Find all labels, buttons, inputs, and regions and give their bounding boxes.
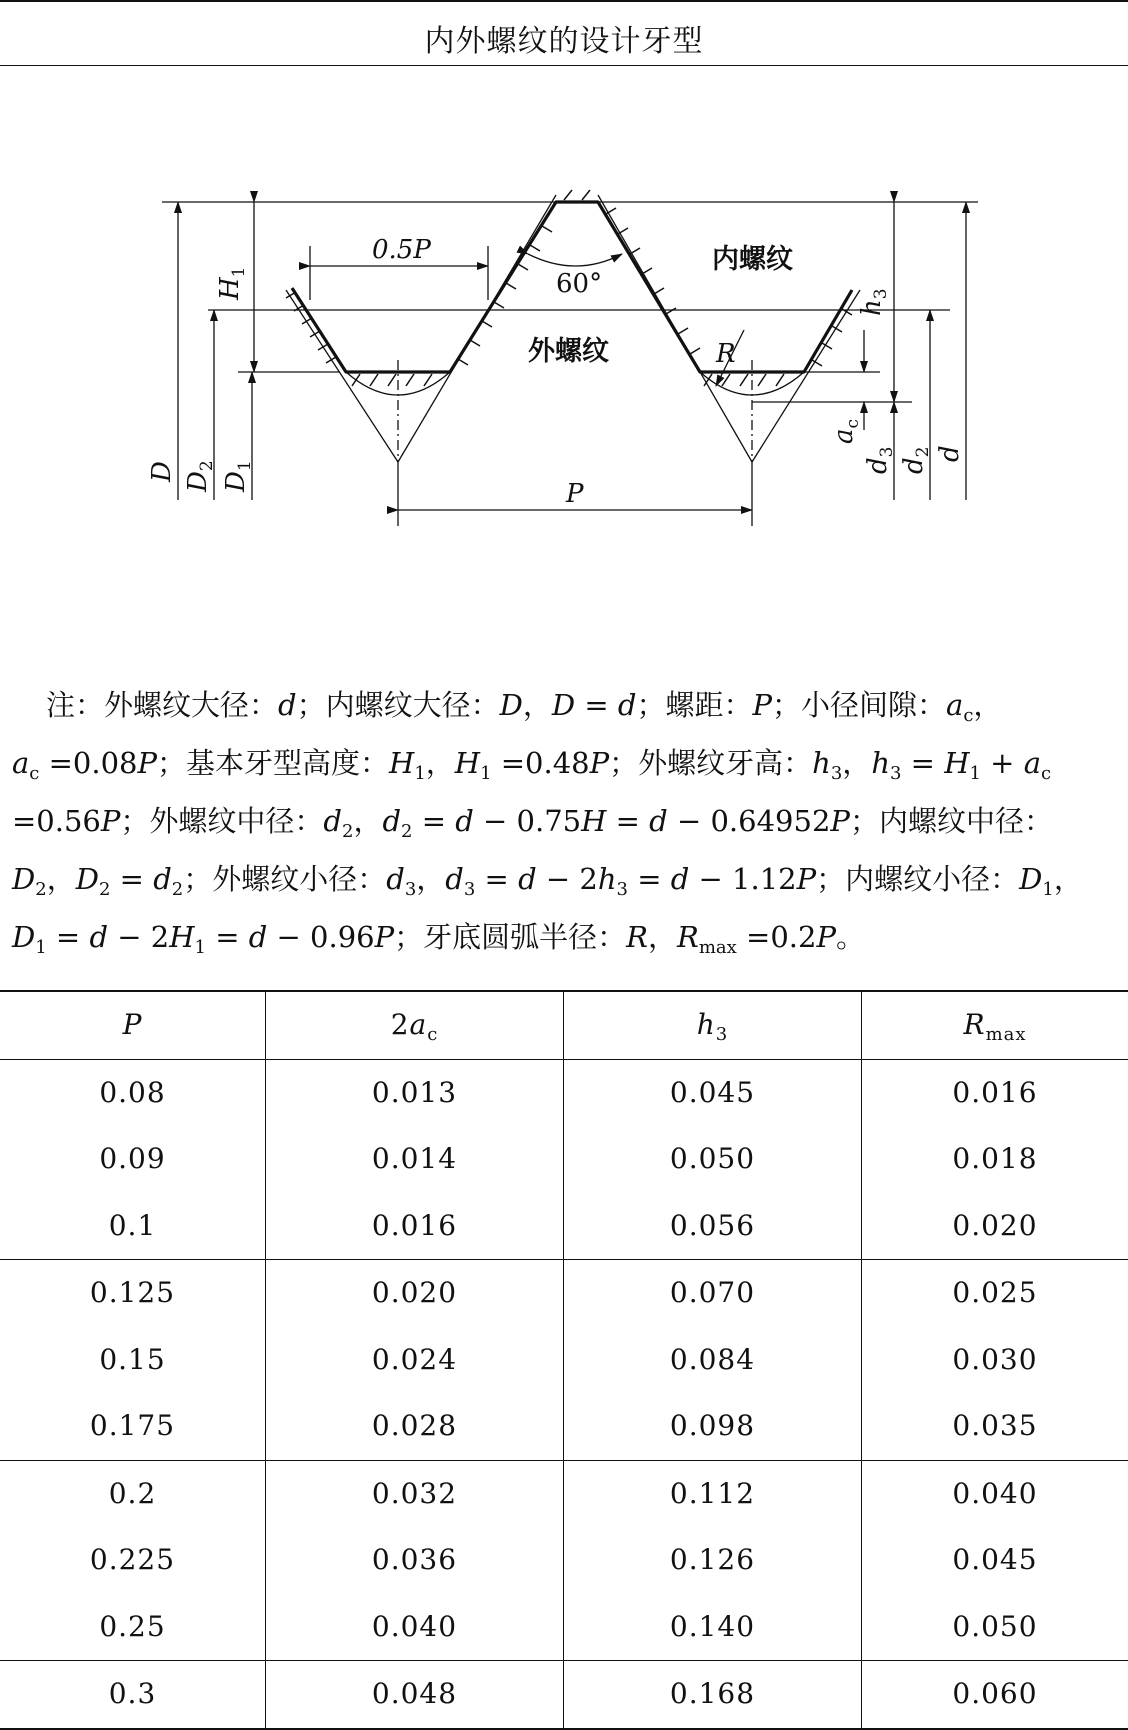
d-label: d <box>935 445 965 462</box>
table-cell: 0.018 <box>861 1126 1128 1193</box>
header-cell-2ac: $2a_c$ <box>265 992 563 1059</box>
note-line: =0.56P；外螺纹中径：$d_2$，$d_2 = d - 0.75H = d - 0.64952P$；内螺纹中径： <box>12 804 1053 842</box>
table-cell: 0.025 <box>861 1260 1128 1327</box>
table-cell: 0.09 <box>99 1142 166 1175</box>
table-row <box>0 1126 1128 1193</box>
table-cell: 0.070 <box>563 1260 861 1327</box>
note-line: $D_2$，$D_2 = d_2$；外螺纹小径：$d_3$，$d_3 = d - 2h_3 = d - 1.12P$；内螺纹小径：$D_1$， <box>12 862 1083 900</box>
table-cell: 0.2 <box>108 1476 157 1510</box>
table-row <box>0 1060 1128 1127</box>
angle-label: 60° <box>556 269 603 299</box>
table-cell: 0.030 <box>861 1327 1128 1394</box>
table-cell: 0.020 <box>861 1193 1128 1260</box>
table-cell: 0.016 <box>861 1060 1128 1127</box>
header-cell-h3: $h_3$ <box>563 992 861 1059</box>
table-cell: 0.126 <box>563 1527 861 1594</box>
table-cell: 0.08 <box>99 1075 166 1109</box>
table-cell: 0.028 <box>265 1393 563 1460</box>
table-cell: 0.016 <box>265 1193 563 1260</box>
d2-label: $d_2$ <box>899 446 933 474</box>
table-cell: 0.045 <box>861 1527 1128 1594</box>
table-cell: 0.084 <box>563 1327 861 1394</box>
table-cell: 0.125 <box>89 1276 176 1309</box>
H1-label: $H_1$ <box>215 266 249 300</box>
table-cell: 0.032 <box>265 1461 563 1528</box>
header-cell-Rmax: $R_{max}$ <box>861 992 1128 1059</box>
table-cell: 0.050 <box>861 1594 1128 1661</box>
table-body <box>0 1060 1128 1728</box>
table-cell: 0.1 <box>108 1208 157 1242</box>
D1-label: $D_1$ <box>221 460 255 492</box>
table-cell: 0.014 <box>265 1126 563 1193</box>
h3-label: $h_3$ <box>857 288 891 316</box>
D2-label: $D_2$ <box>183 460 217 492</box>
table-row <box>0 1661 1128 1728</box>
page-title: 内外螺纹的设计牙型 <box>424 24 704 59</box>
angle-arc <box>528 254 622 266</box>
ac-label: $a_c$ <box>829 418 863 444</box>
internal-thread-label: 内螺纹 <box>712 244 793 275</box>
thread-profile-diagram <box>0 70 1128 570</box>
table-cell: 0.25 <box>99 1609 166 1643</box>
table-cell: 0.024 <box>265 1327 563 1394</box>
table-cell: 0.060 <box>861 1661 1128 1728</box>
table-cell: 0.112 <box>563 1461 861 1528</box>
table-row <box>0 1393 1128 1461</box>
radius-label: R <box>716 339 736 369</box>
table-cell: 0.035 <box>861 1393 1128 1460</box>
table-cell: 0.3 <box>108 1677 157 1710</box>
D-label: D <box>147 461 177 482</box>
table-row <box>0 1461 1128 1528</box>
table-cell: 0.020 <box>265 1260 563 1327</box>
table-cell: 0.050 <box>563 1126 861 1193</box>
table-cell: 0.045 <box>563 1060 861 1127</box>
external-thread-label: 外螺纹 <box>528 336 609 367</box>
table-cell: 0.056 <box>563 1193 861 1260</box>
thread-dimensions-table <box>0 990 1128 1730</box>
notes-paragraph <box>12 676 1120 966</box>
table-header-row <box>0 992 1128 1060</box>
header-cell-P: P <box>122 1008 143 1041</box>
table-cell: 0.013 <box>265 1060 563 1127</box>
d3-label: $d_3$ <box>863 446 897 474</box>
note-line: $D_1 = d - 2H_1 = d - 0.96P$；牙底圆弧半径：R，$R_{max} =0.2P$。 <box>12 920 865 958</box>
table-cell: 0.036 <box>265 1527 563 1594</box>
half-pitch-label: 0.5P <box>372 235 431 265</box>
pitch-label: P <box>566 479 584 509</box>
table-cell: 0.040 <box>861 1461 1128 1528</box>
table-row <box>0 1193 1128 1261</box>
fundamental-flank <box>286 290 398 462</box>
table-cell: 0.175 <box>89 1409 176 1442</box>
table-cell: 0.225 <box>89 1543 176 1576</box>
table-cell: 0.048 <box>265 1661 563 1728</box>
table-row <box>0 1327 1128 1394</box>
note-line: $a_c =0.08P$；基本牙型高度：$H_1$，$H_1 =0.48P$；外螺纹牙高：$h_3$，$h_3 = H_1 + a_c$ <box>12 746 1052 784</box>
table-cell: 0.098 <box>563 1393 861 1460</box>
table-row <box>0 1527 1128 1594</box>
table-cell: 0.140 <box>563 1594 861 1661</box>
table-cell: 0.168 <box>563 1661 861 1728</box>
table-cell: 0.15 <box>99 1342 166 1376</box>
table-row <box>0 1594 1128 1662</box>
title-bar <box>0 0 1128 66</box>
table-row <box>0 1260 1128 1327</box>
note-line: 注：外螺纹大径：d；内螺纹大径：D，D = d；螺距：P；小径间隙：$a_c$， <box>46 688 1003 726</box>
table-cell: 0.040 <box>265 1594 563 1661</box>
